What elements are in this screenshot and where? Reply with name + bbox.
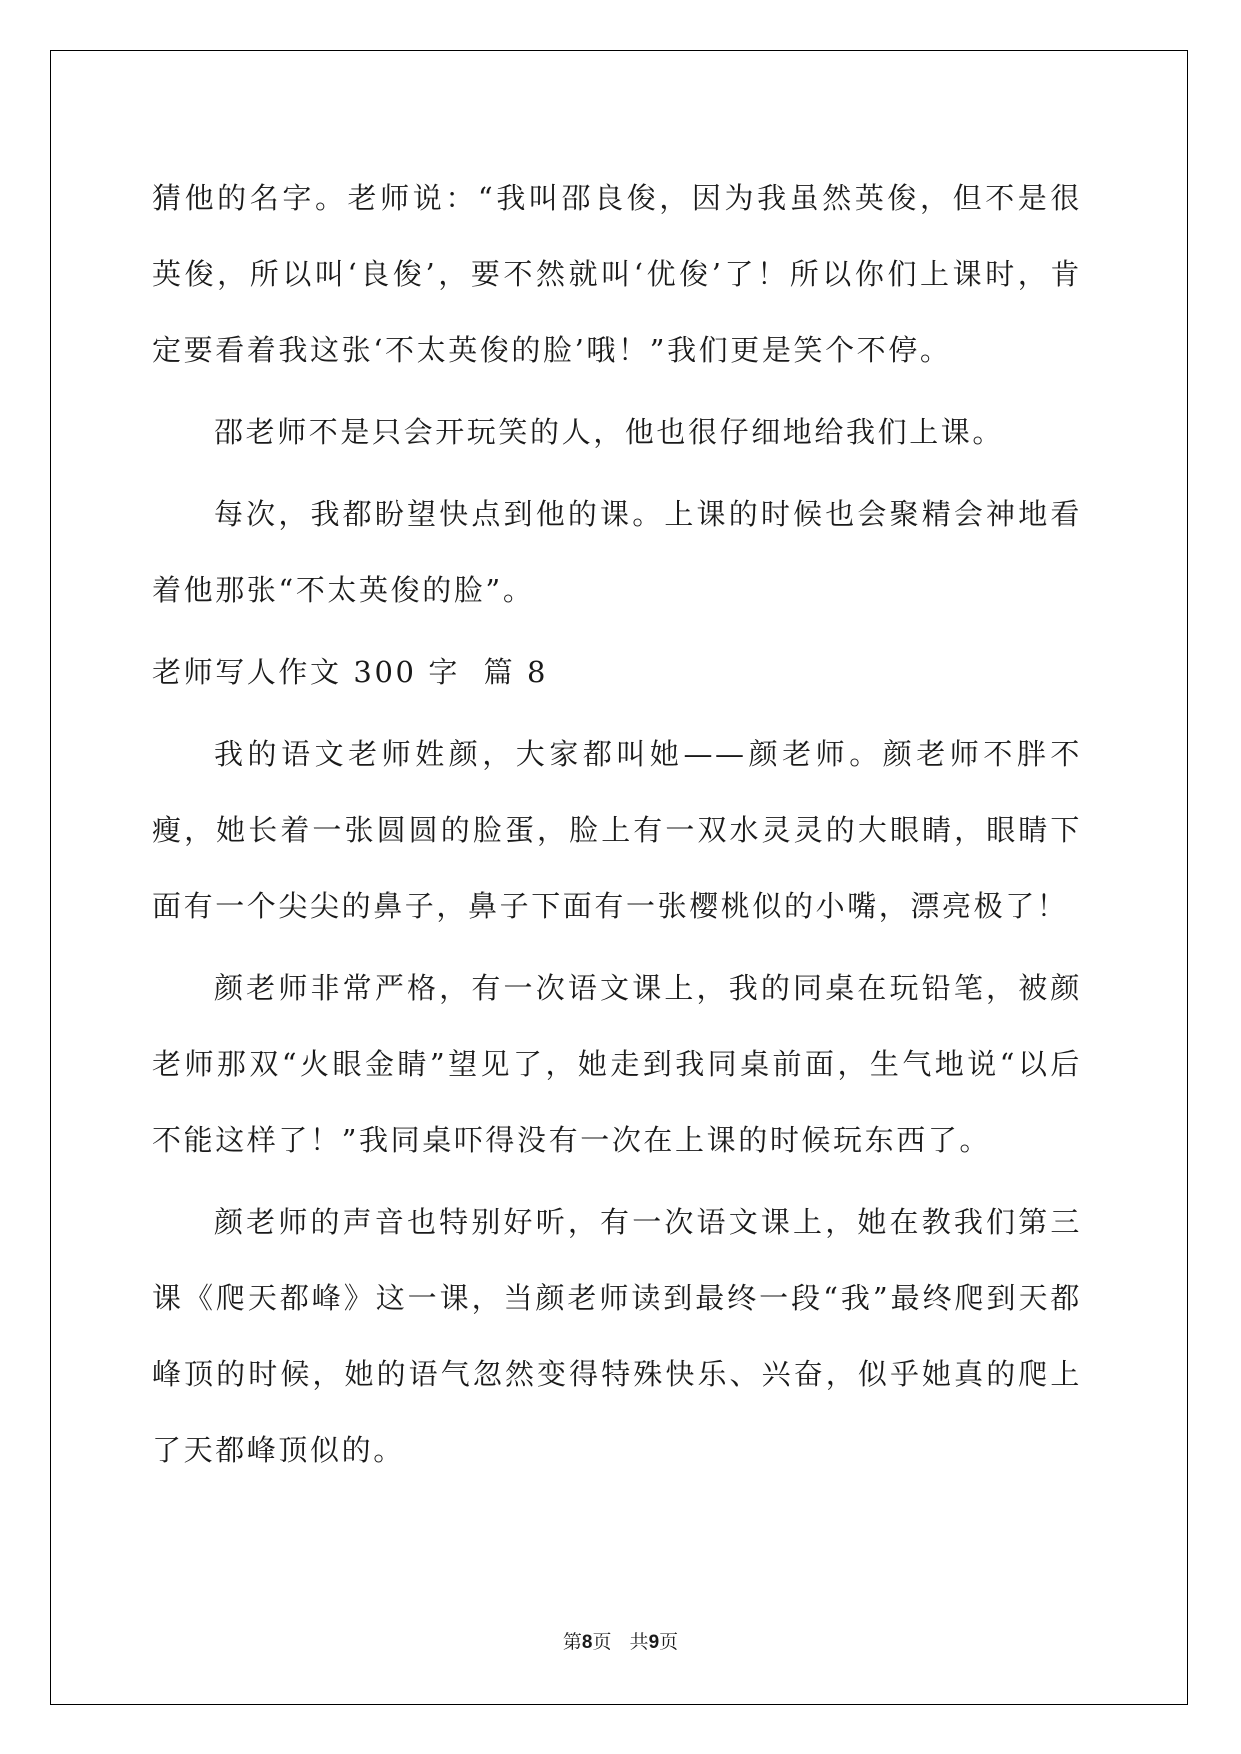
document-body: [152, 160, 1082, 1494]
page-footer: [0, 1630, 1241, 1655]
paragraph-4: 我的语文老师姓颜，大家都叫她——颜老师。颜老师不胖不瘦，她长着一张圆圆的脸蛋，脸上有一双水灵灵的大眼睛，眼睛下面有一个尖尖的鼻子，鼻子下面有一张樱桃似的小嘴，漂亮极了！: [152, 737, 1082, 923]
paragraph-3: 每次，我都盼望快点到他的课。上课的时候也会聚精会神地看着他那张“不太英俊的脸”。: [152, 497, 1082, 607]
current-page-number: 8: [581, 1632, 593, 1653]
section-heading: 老师写人作文 300 字 篇 8: [152, 655, 549, 689]
paragraph-5: 颜老师非常严格，有一次语文课上，我的同桌在玩铅笔，被颜老师那双“火眼金睛”望见了，她走到我同桌前面，生气地说“以后不能这样了！”我同桌吓得没有一次在上课的时候玩东西了。: [152, 971, 1082, 1157]
footer-prefix: 第: [562, 1631, 582, 1653]
paragraph-2: 邵老师不是只会开玩笑的人，他也很仔细地给我们上课。: [214, 415, 1005, 449]
paragraph-1: 猜他的名字。老师说：“我叫邵良俊，因为我虽然英俊，但不是很英俊，所以叫‘良俊’，要不然就叫‘优俊’了！所以你们上课时，肯定要看着我这张‘不太英俊的脸’哦！”我们更是笑个不停。: [152, 181, 1082, 367]
footer-middle: 页 共: [592, 1631, 649, 1653]
paragraph-6: 颜老师的声音也特别好听，有一次语文课上，她在教我们第三课《爬天都峰》这一课，当颜老师读到最终一段“我”最终爬到天都峰顶的时候，她的语气忽然变得特殊快乐、兴奋，似乎她真的爬上了天都峰顶似的。: [152, 1205, 1082, 1467]
total-pages-number: 9: [648, 1632, 660, 1653]
footer-suffix: 页: [659, 1631, 679, 1653]
